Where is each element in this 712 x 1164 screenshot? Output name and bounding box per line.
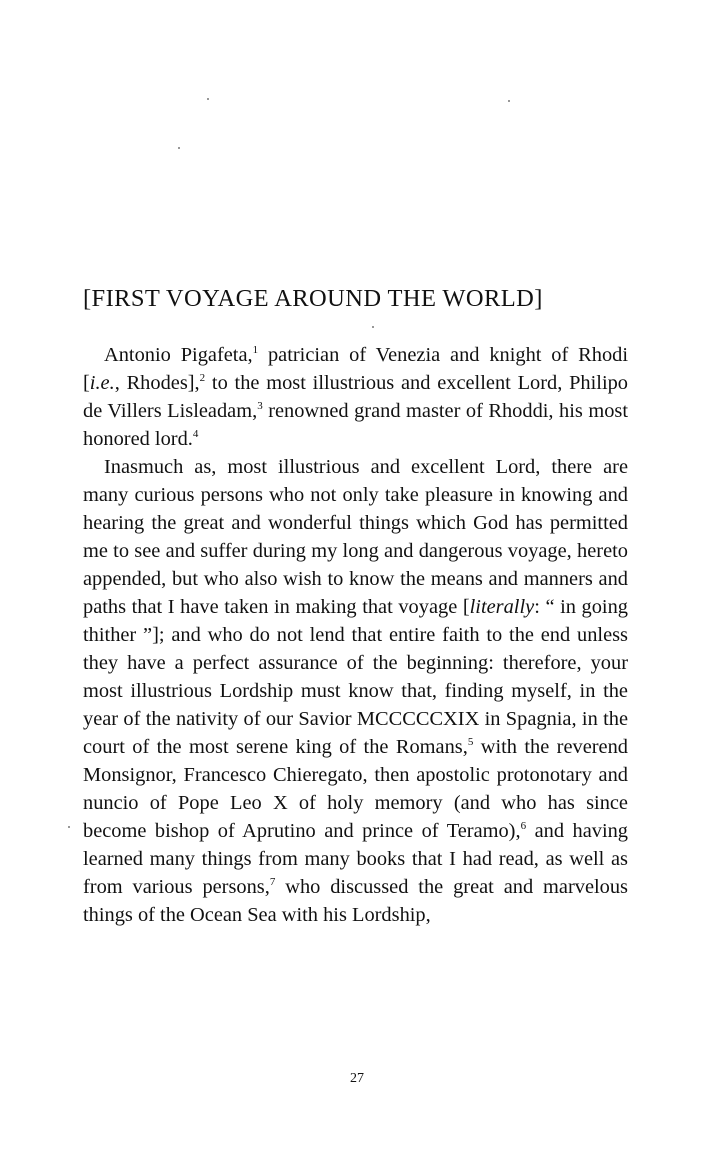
- text-run: renowned grand master of Rhoddi, his most honored lord.: [83, 400, 628, 450]
- text-run: Antonio Pigafeta,: [104, 344, 253, 366]
- italic-text: i.e.: [89, 372, 115, 394]
- text-run: : “ in going thither ”]; and who do not lend that entire faith to the end unless they have a perfect assurance of the beginning: therefore, your most illustrious Lordship must know that, finding myself, in the year of the nativity of our Savior MCCCCCXIX in Spagnia, in the court of the most serene king of the Romans,: [83, 596, 628, 758]
- chapter-title: [FIRST VOYAGE AROUND THE WORLD]: [83, 285, 543, 312]
- text-run: with the reverend Monsignor, Francesco Chieregato, then apostolic protonotary and nuncio of Pope Leo X of holy memory (and who has since become bishop of Aprutino and prince of Teramo),: [83, 736, 628, 842]
- footnote-marker: 5: [467, 736, 474, 748]
- scan-speck: [508, 100, 510, 102]
- text-run: Inasmuch as, most illustrious and excellent Lord, there are many curious persons who not only take pleasure in knowing and hearing the great and wonderful things which God has permitted me to see and suffer during my long and dangerous voyage, hereto appended, but who also wish to know the means and manners and paths that I have taken in making that voyage [: [83, 456, 628, 618]
- text-run: , Rhodes],: [114, 372, 200, 394]
- footnote-marker: 1: [252, 344, 259, 356]
- scan-speck: [68, 826, 70, 828]
- text-run: and having learned many things from many books that I had read, as well as from various persons,: [83, 820, 628, 898]
- footnote-marker: 4: [192, 428, 199, 440]
- footnote-marker: 3: [257, 400, 263, 412]
- page-number: 27: [350, 1071, 364, 1086]
- footnote-marker: 7: [269, 876, 276, 888]
- scan-speck: [372, 326, 374, 328]
- text-run: patrician of Venezia and knight of Rhodi [: [83, 344, 628, 394]
- italic-text: literally: [469, 596, 535, 618]
- scan-speck: [178, 147, 180, 149]
- text-run: to the most illustrious and excellent Lord, Philipo de Villers Lisleadam,: [83, 372, 628, 422]
- body-text: [83, 341, 628, 929]
- paragraph: [83, 453, 628, 929]
- footnote-marker: 6: [520, 820, 527, 832]
- scan-speck: [207, 98, 209, 100]
- text-run: who discussed the great and marvelous things of the Ocean Sea with his Lordship,: [83, 876, 628, 926]
- footnote-marker: 2: [199, 372, 206, 384]
- paragraph: [83, 341, 628, 453]
